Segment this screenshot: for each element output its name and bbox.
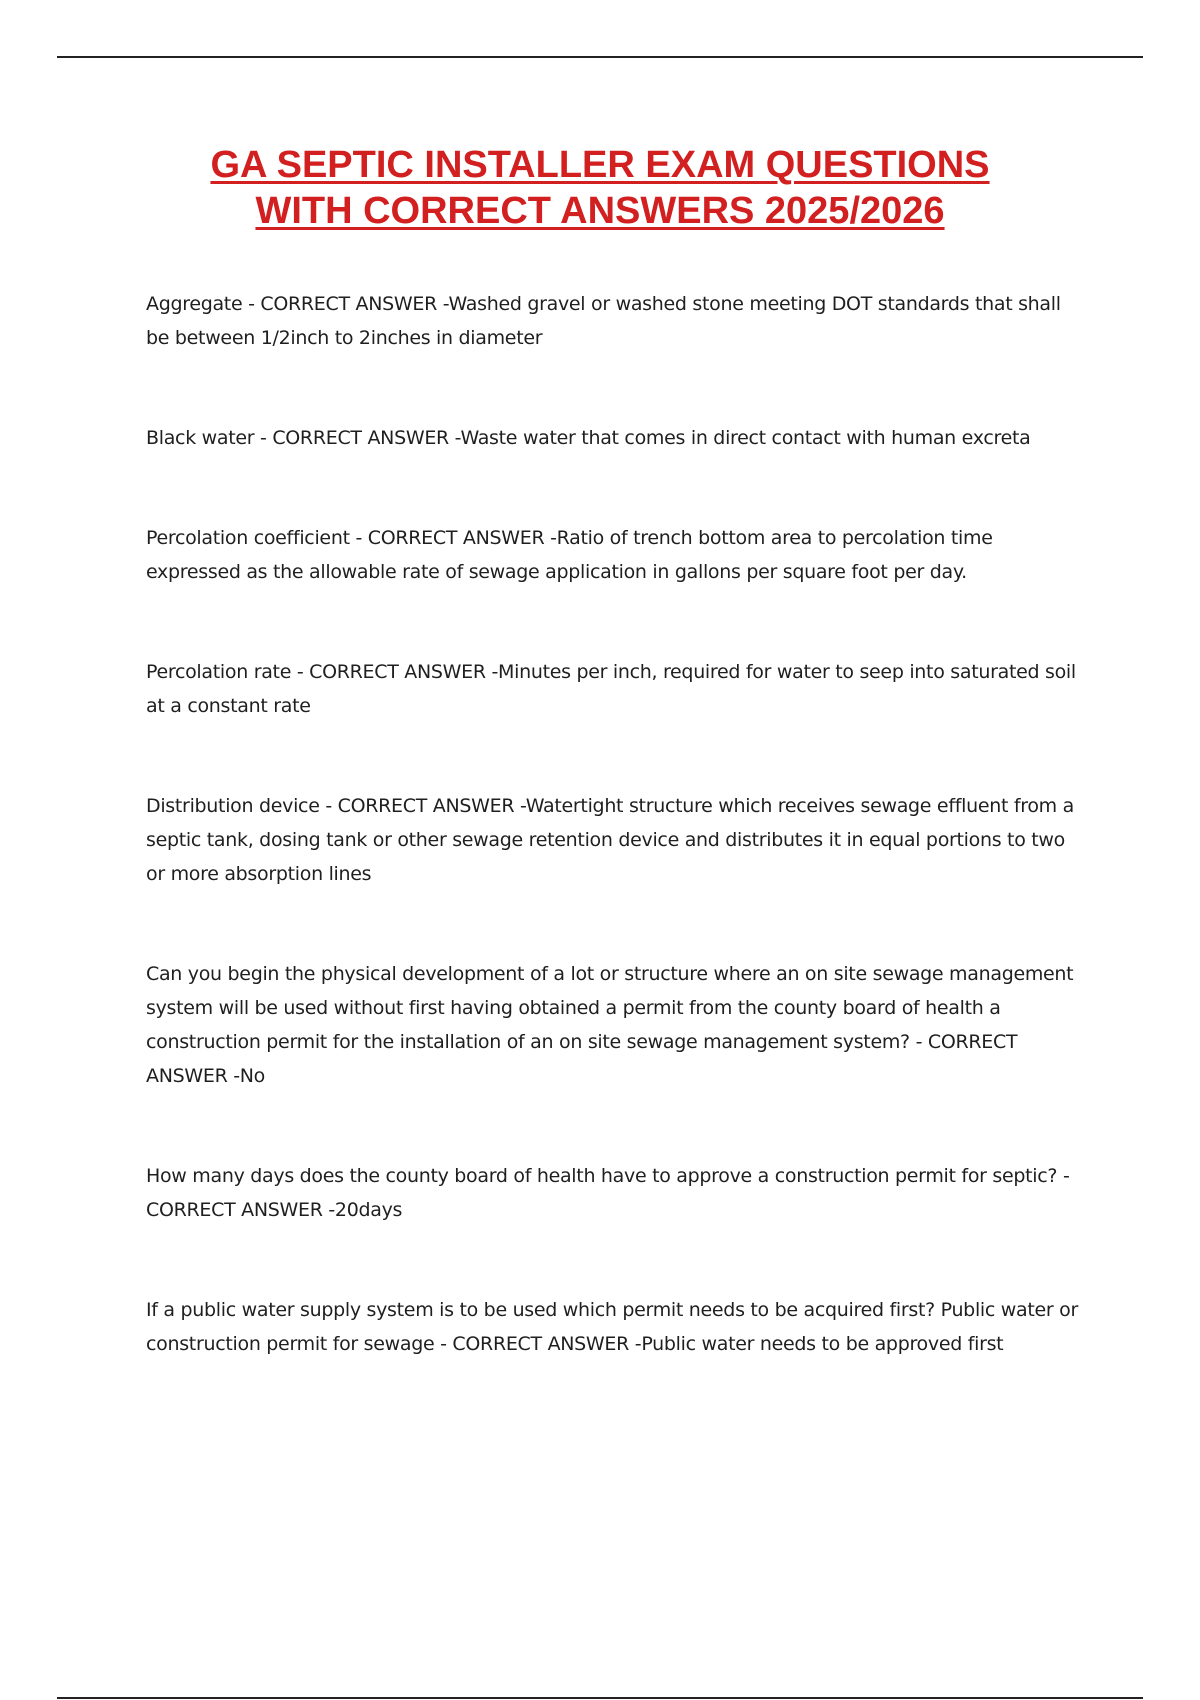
title-line-1: GA SEPTIC INSTALLER EXAM QUESTIONS <box>210 144 990 186</box>
document-title <box>0 142 1200 234</box>
qa-item-distribution-device: Distribution device - CORRECT ANSWER -Watertight structure which receives sewage effluent from a septic tank, dosing tank or other sewage retention device and distributes it in equal portions to two or more absorption lines <box>146 795 1074 885</box>
qa-item-approval-days: How many days does the county board of health have to approve a construction permit for septic? - CORRECT ANSWER -20days <box>146 1165 1070 1221</box>
qa-item-public-water: If a public water supply system is to be used which permit needs to be acquired first? Public water or construction permit for sewage - CORRECT ANSWER -Public water needs to be approved first <box>146 1299 1078 1355</box>
qa-item-percolation-coefficient: Percolation coefficient - CORRECT ANSWER -Ratio of trench bottom area to percolation time expressed as the allowable rate of sewage application in gallons per square foot per day. <box>146 527 993 583</box>
qa-item-development-permit: Can you begin the physical development of a lot or structure where an on site sewage management system will be used without first having obtained a permit from the county board of health a construction permit for the installation of an on site sewage management system? - CORRECT ANSWER -No <box>146 963 1074 1087</box>
qa-item-aggregate: Aggregate - CORRECT ANSWER -Washed gravel or washed stone meeting DOT standards that shall be between 1/2inch to 2inches in diameter <box>146 293 1061 349</box>
bottom-divider <box>57 1697 1143 1699</box>
qa-item-black-water: Black water - CORRECT ANSWER -Waste water that comes in direct contact with human excreta <box>146 427 1031 449</box>
title-line-2: WITH CORRECT ANSWERS 2025/2026 <box>255 190 945 232</box>
qa-list <box>146 287 1086 1361</box>
qa-item-percolation-rate: Percolation rate - CORRECT ANSWER -Minutes per inch, required for water to seep into saturated soil at a constant rate <box>146 661 1076 717</box>
top-divider <box>57 56 1143 58</box>
